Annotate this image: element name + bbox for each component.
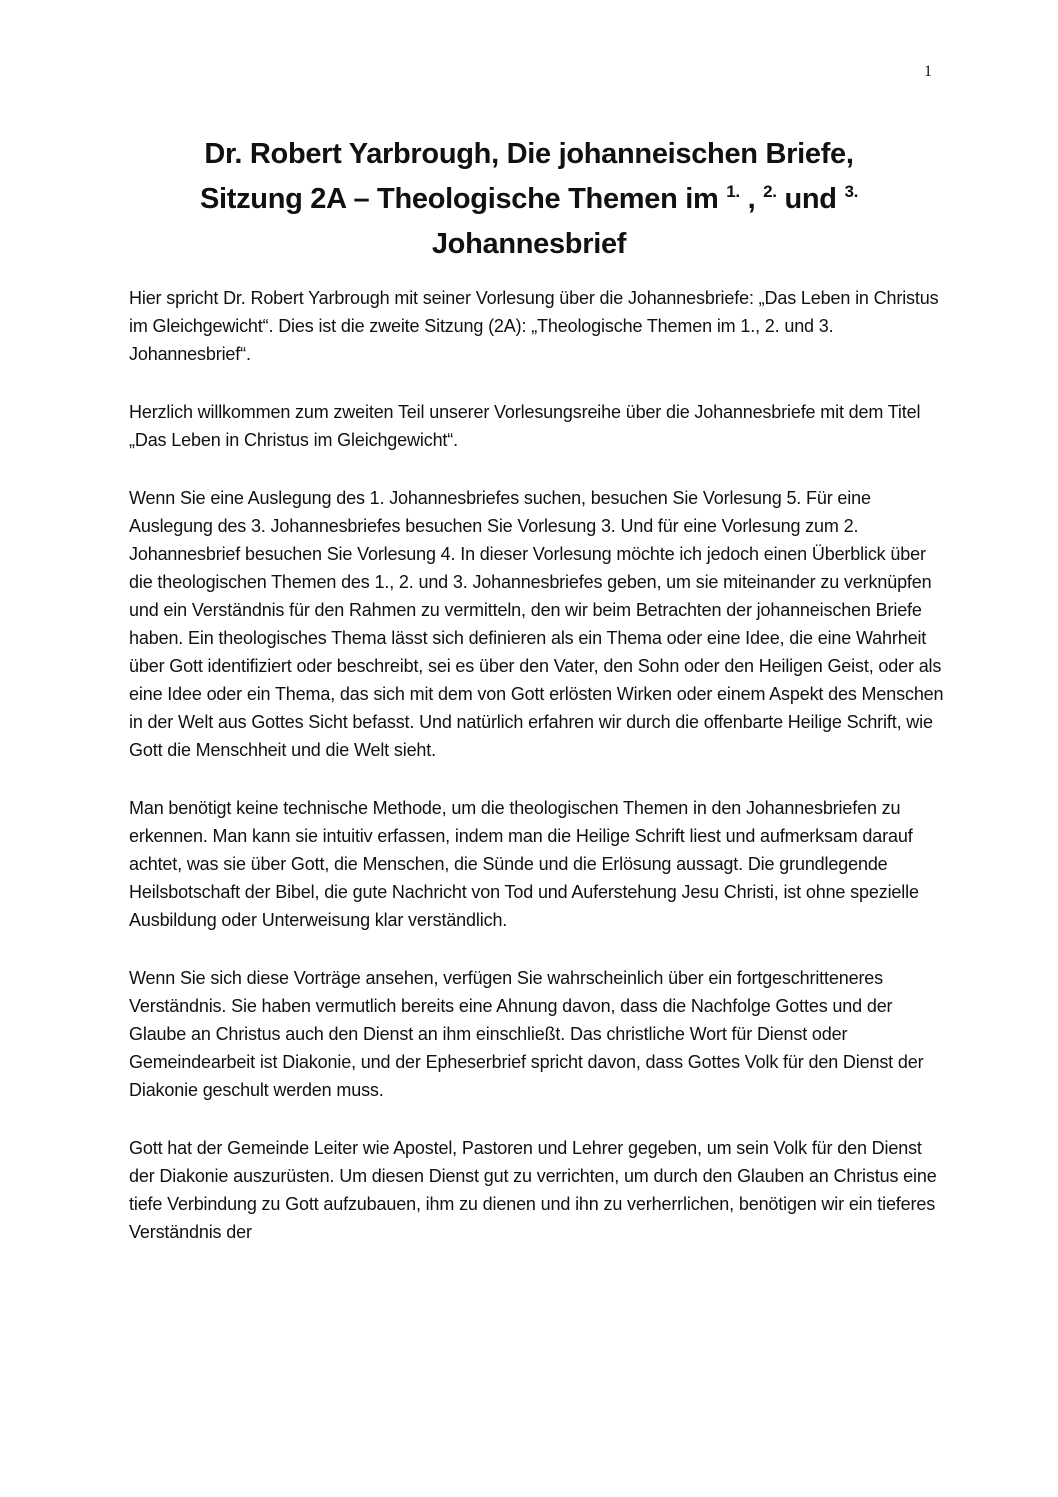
paragraph-overview: Wenn Sie eine Auslegung des 1. Johannesbriefes suchen, besuchen Sie Vorlesung 5. Für eine Auslegung des 3. Johannesbriefes besuchen Sie Vorlesung 3. Und für eine Vorlesung zum 2. Johannesbrief besuchen Sie Vorlesung 4. In dieser Vorlesung möchte ich jedoch einen Überblick über die theologischen Themen des 1., 2. und 3. Johannesbriefes geben, um sie miteinander zu verknüpfen und ein Verständnis für den Rahmen zu vermitteln, den wir beim Betrachten der johanneischen Briefe haben. Ein theologisches Thema lässt sich definieren als ein Thema oder eine Idee, die eine Wahrheit über Gott identifiziert oder beschreibt, sei es über den Vater, den Sohn oder den Heiligen Geist, oder als eine Idee oder ein Thema, das sich mit dem von Gott erlösten Wirken oder einem Aspekt des Menschen in der Welt aus Gottes Sicht befasst. Und natürlich erfahren wir durch die offenbarte Heilige Schrift, wie Gott die Menschheit und die Welt sieht. (129, 488, 944, 760)
title-line-3: Johannesbrief (431, 228, 627, 260)
document-body (129, 284, 944, 1276)
paragraph-intro: Hier spricht Dr. Robert Yarbrough mit seiner Vorlesung über die Johannesbriefe: „Das Leben in Christus im Gleichgewicht“. Dies ist die zweite Sitzung (2A): „Theologische Themen im 1., 2. und 3. Johannesbrief“. (129, 288, 939, 364)
title-separator-1: , (739, 183, 764, 215)
title-superscript-3: 3. (844, 182, 859, 201)
page-number: 1 (924, 63, 932, 80)
title-line-2-text: Sitzung 2A – Theologische Themen im (199, 183, 727, 215)
paragraph-diakonie: Wenn Sie sich diese Vorträge ansehen, verfügen Sie wahrscheinlich über ein fortgeschritteneres Verständnis. Sie haben vermutlich bereits eine Ahnung davon, dass die Nachfolge Gottes und der Glaube an Christus auch den Dienst an ihm einschließt. Das christliche Wort für Dienst oder Gemeindearbeit ist Diakonie, und der Epheserbrief spricht davon, dass Gottes Volk für den Dienst der Diakonie geschult werden muss. (129, 968, 924, 1100)
paragraph-welcome: Herzlich willkommen zum zweiten Teil unserer Vorlesungsreihe über die Johannesbriefe mit dem Titel „Das Leben in Christus im Gleichgewicht“. (129, 402, 921, 450)
title-line-1: Dr. Robert Yarbrough, Die johanneischen Briefe, (204, 138, 854, 170)
title-separator-2: und (776, 183, 845, 215)
title-superscript-1: 1. (726, 182, 740, 201)
paragraph-method: Man benötigt keine technische Methode, um die theologischen Themen in den Johannesbriefen zu erkennen. Man kann sie intuitiv erfassen, indem man die Heilige Schrift liest und aufmerksam darauf achtet, was sie über Gott, die Menschen, die Sünde und die Erlösung aussagt. Die grundlegende Heilsbotschaft der Bibel, die gute Nachricht von Tod und Auferstehung Jesu Christi, ist ohne spezielle Ausbildung oder Unterweisung klar verständlich. (129, 798, 919, 930)
paragraph-leaders: Gott hat der Gemeinde Leiter wie Apostel, Pastoren und Lehrer gegeben, um sein Volk für den Dienst der Diakonie auszurüsten. Um diesen Dienst gut zu verrichten, um durch den Glauben an Christus eine tiefe Verbindung zu Gott aufzubauen, ihm zu dienen und ihn zu verherrlichen, benötigen wir ein tieferes Verständnis der (129, 1138, 937, 1242)
document-title (90, 132, 968, 267)
title-superscript-2: 2. (763, 182, 777, 201)
